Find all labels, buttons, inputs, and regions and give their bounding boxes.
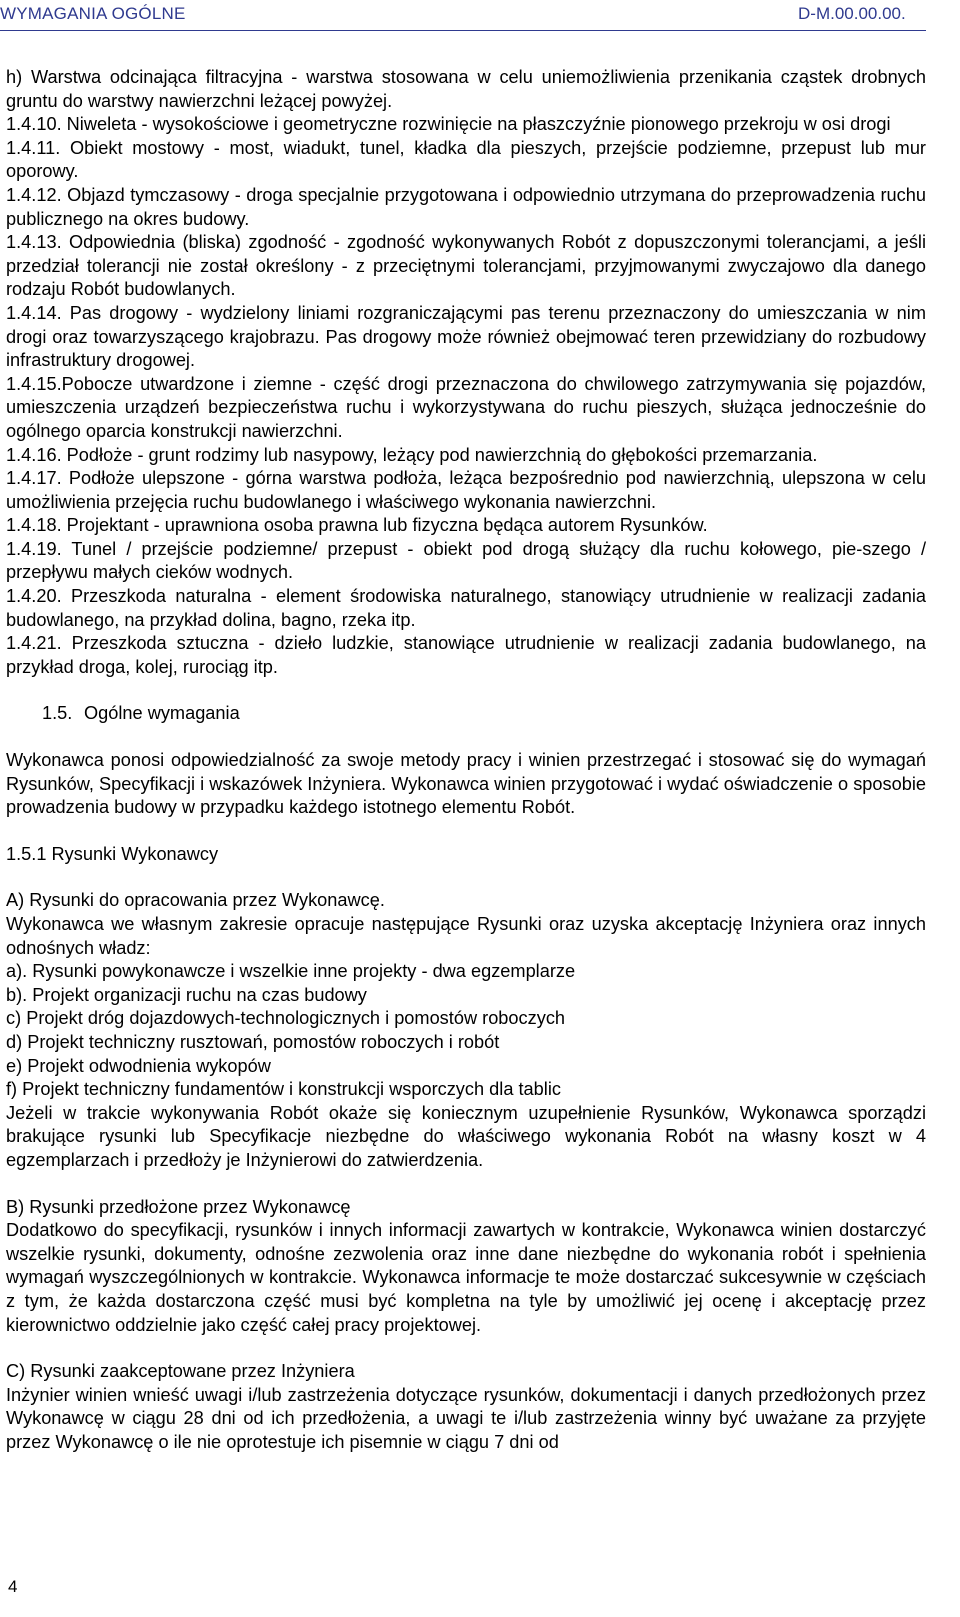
section-intro: Wykonawca ponosi odpowiedzialność za swoje metody pracy i winien przestrzegać i stosować się do wymagań Rysunków, Specyfikacji i wskazówek Inżyniera. Wykonawca winien przygotować i wydać oświadczenie o sposobie prowadzenia budowy w przypadku każdego istotnego elementu Robót. [6, 750, 926, 818]
part-a-heading: A) Rysunki do opracowania przez Wykonawcę. [6, 890, 385, 911]
definition-paragraph: 1.4.17. Podłoże ulepszone - górna warstwa podłoża, leżąca bezpośrednio pod nawierzchnią, ulepszona w celu umożliwienia przejęcia ruchu budowlanego i właściwego wykonania nawierzchni. [6, 468, 926, 512]
definition-paragraph: h) Warstwa odcinająca filtracyjna - warstwa stosowana w celu uniemożliwienia przenikania cząstek drobnych gruntu do warstwy nawierzchni leżącej powyżej. [6, 67, 926, 111]
definition-paragraph: 1.4.10. Niweleta - wysokościowe i geometryczne rozwinięcie na płaszczyźnie pionowego przekroju w osi drogi [6, 114, 891, 135]
definition-paragraph: 1.4.21. Przeszkoda sztuczna - dzieło ludzkie, stanowiące utrudnienie w realizacji zadania budowlanego, na przykład droga, kolej, rurociąg itp. [6, 633, 926, 677]
part-b-heading: B) Rysunki przedłożone przez Wykonawcę [6, 1196, 351, 1217]
list-item: e) Projekt odwodnienia wykopów [6, 1055, 271, 1076]
page-header [0, 0, 926, 31]
list-item: d) Projekt techniczny rusztowań, pomostów roboczych i robót [6, 1031, 500, 1052]
list-item: c) Projekt dróg dojazdowych-technologicznych i pomostów roboczych [6, 1008, 566, 1029]
part-c-text: Inżynier winien wnieść uwagi i/lub zastrzeżenia dotyczące rysunków, dokumentacji i danych przedłożonych przez Wykonawcę w ciągu 28 dni od ich przedłożenia, a uwagi te i/lub zastrzeżenia winny być uważane za przyjęte przez Wykonawcę o ile nie oprotestuje ich pisemnie w ciągu 7 dni od [6, 1384, 926, 1452]
part-b-text: Dodatkowo do specyfikacji, rysunków i innych informacji zawartych w kontrakcie, Wykonawca winien dostarczyć wszelkie rysunki, dokumenty, odnośne zezwolenia oraz inne dane niezbędne do wykonania robót i spełnienia wymagań wyszczególnionych w kontrakcie. Wykonawca informacje te może dostarczać sukcesywnie w częściach z tym, że każda dostarczona część musi być kompletna na tyle by umożliwić jej ocenę i akceptację przez kierownictwo oddzielnie jako część całej pracy projektowej. [6, 1220, 926, 1335]
definition-paragraph: 1.4.19. Tunel / przejście podziemne/ przepust - obiekt pod drogą służący dla ruchu kołowego, pie-szego / przepływu małych cieków wodnych. [6, 538, 926, 583]
definition-paragraph: 1.4.15.Pobocze utwardzone i ziemne - część drogi przeznaczona do chwilowego zatrzymywania się pojazdów, umieszczenia urządzeń bezpieczeństwa ruchu i wykorzystywana do ruchu pieszych, służąca jednocześnie do ogólnego oparcia konstrukcji nawierzchni. [6, 373, 926, 441]
section-title: Ogólne wymagania [84, 703, 240, 724]
list-item: f) Projekt techniczny fundamentów i konstrukcji wsporczych dla tablic [6, 1079, 561, 1100]
document-body [6, 66, 926, 1454]
definition-paragraph: 1.4.16. Podłoże - grunt rodzimy lub nasypowy, leżący pod nawierzchnią do głębokości przemarzania. [6, 444, 818, 465]
part-c-heading: C) Rysunki zaakceptowane przez Inżyniera [6, 1361, 355, 1382]
list-item: a). Rysunki powykonawcze i wszelkie inne projekty - dwa egzemplarze [6, 961, 576, 982]
definition-paragraph: 1.4.11. Obiekt mostowy - most, wiadukt, tunel, kładka dla pieszych, przejście podziemne, przepust lub mur oporowy. [6, 137, 926, 182]
definition-paragraph: 1.4.12. Objazd tymczasowy - droga specjalnie przygotowana i odpowiednio utrzymana do przeprowadzenia ruchu publicznego na okres budowy. [6, 184, 926, 229]
subsection-heading: 1.5.1 Rysunki Wykonawcy [6, 843, 219, 864]
definition-paragraph: 1.4.18. Projektant - uprawniona osoba prawna lub fizyczna będąca autorem Rysunków. [6, 515, 708, 536]
definition-paragraph: 1.4.13. Odpowiednia (bliska) zgodność - zgodność wykonywanych Robót z dopuszczonymi tolerancjami, a jeśli przedział tolerancji nie został określony - z przeciętnymi tolerancjami, przyjmowanymi zwyczajowo dla danego rodzaju Robót budowlanych. [6, 232, 926, 300]
definition-paragraph: 1.4.14. Pas drogowy - wydzielony liniami rozgraniczającymi pas terenu przeznaczony do umieszczania w nim drogi oraz towarzyszącego krajobrazu. Pas drogowy może również obejmować teren przewidziany do rozbudowy infrastruktury drogowej. [6, 302, 926, 371]
part-a-intro: Wykonawca we własnym zakresie opracuje następujące Rysunki oraz uzyska akceptację Inżyniera oraz innych odnośnych władz: [6, 914, 926, 958]
header-document-code: D-M.00.00.00. [798, 4, 906, 23]
section-heading [6, 702, 926, 726]
header-title: WYMAGANIA OGÓLNE [0, 4, 186, 23]
list-item: b). Projekt organizacji ruchu na czas budowy [6, 984, 367, 1005]
part-a-closing: Jeżeli w trakcie wykonywania Robót okaże się koniecznym uzupełnienie Rysunków, Wykonawca sporządzi brakujące rysunki lub Specyfikacje niezbędne do właściwego wykonania Robót na własny koszt w 4 egzemplarzach i przedłoży je Inżynierowi do zatwierdzenia. [6, 1102, 926, 1170]
page-number: 4 [8, 1577, 18, 1596]
definition-paragraph: 1.4.20. Przeszkoda naturalna - element środowiska naturalnego, stanowiący utrudnienie w realizacji zadania budowlanego, na przykład dolina, bagno, rzeka itp. [6, 586, 926, 630]
section-number: 1.5. [42, 703, 73, 724]
